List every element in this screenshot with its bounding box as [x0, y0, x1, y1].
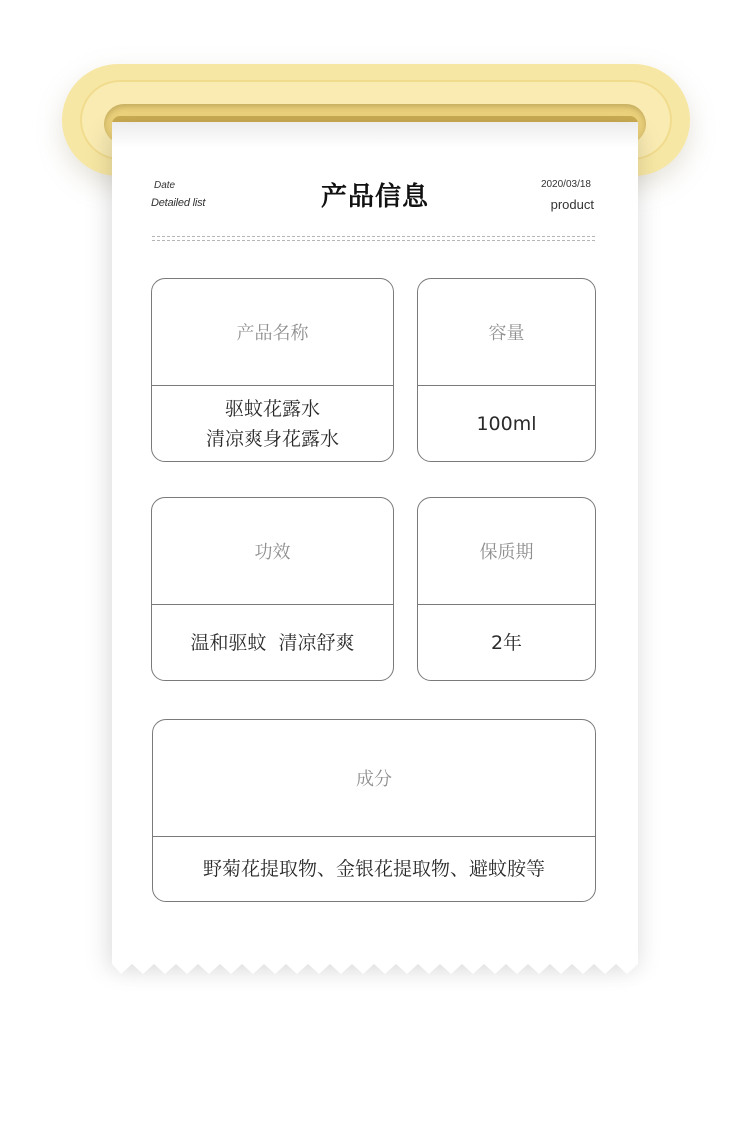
- card-value: [418, 386, 595, 461]
- card-product-name: [151, 278, 394, 462]
- dashed-divider-bottom: [152, 240, 595, 241]
- date-label: Date: [154, 180, 176, 191]
- paper-shade: [112, 122, 638, 148]
- value-line: 驱蚊花露水: [224, 397, 320, 420]
- card-capacity: [417, 278, 596, 462]
- dashed-divider-top: [152, 236, 595, 237]
- card-label: 容量: [488, 323, 525, 344]
- value-line: 温和驱蚊 清凉舒爽: [190, 631, 355, 654]
- value-line: 100ml: [476, 412, 537, 435]
- card-ingredients: [152, 719, 596, 902]
- value-line: 2年: [490, 631, 523, 654]
- detail-label: Detailed list: [151, 197, 206, 209]
- card-effect: [151, 497, 394, 681]
- date-value: 2020/03/18: [540, 179, 591, 190]
- card-value: [418, 605, 595, 680]
- card-value: [152, 605, 393, 680]
- card-label: 保质期: [479, 542, 534, 563]
- card-label: 成分: [356, 769, 392, 790]
- receipt-torn-edge: [112, 960, 638, 982]
- value-line: 野菊花提取物、金银花提取物、避蚊胺等: [202, 858, 545, 880]
- card-label: 产品名称: [236, 323, 309, 344]
- value-line: 清凉爽身花露水: [205, 427, 339, 450]
- card-shelf-life: [417, 497, 596, 681]
- product-label: product: [550, 197, 594, 212]
- page-title: 产品信息: [320, 182, 429, 212]
- card-label: 功效: [254, 542, 291, 563]
- card-value: [152, 386, 393, 461]
- card-value: [153, 837, 595, 901]
